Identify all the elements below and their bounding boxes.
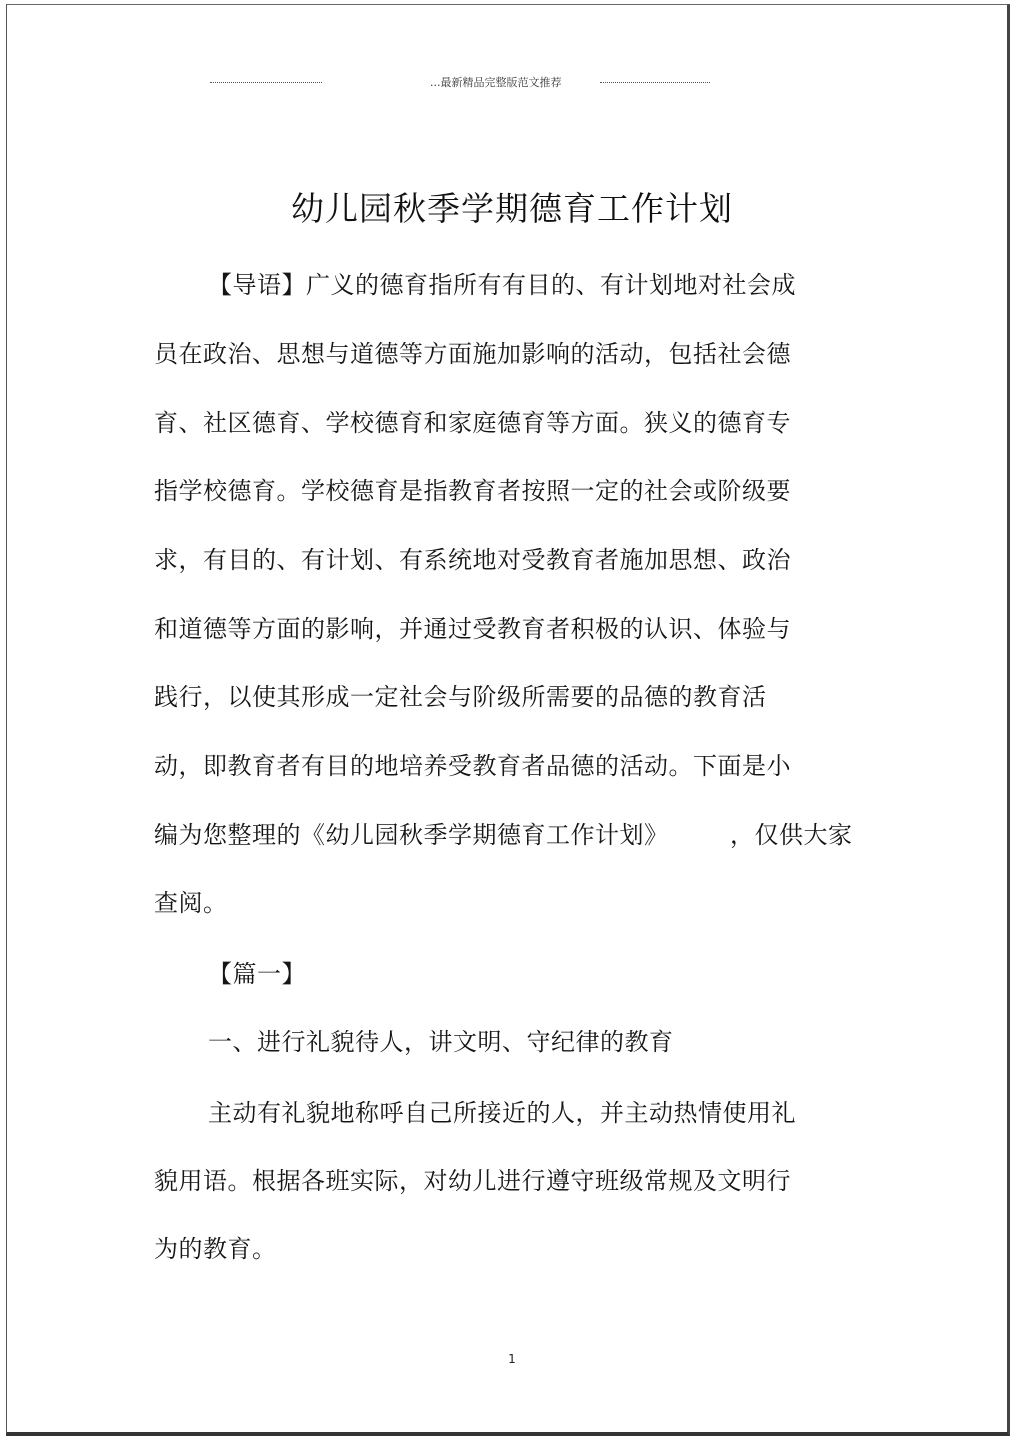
body-line-1: 主动有礼貌地称呼自己所接近的人，并主动热情使用礼 xyxy=(208,1099,796,1127)
intro-line-7: 践行，以使其形成一定社会与阶级所需要的品德的教育活 xyxy=(154,683,767,711)
header-dotted-rule-left xyxy=(210,82,322,83)
body-line-3: 为的教育。 xyxy=(154,1235,277,1263)
intro-line-9: 编为您整理的《幼儿园秋季学期德育工作计划》 ，仅供大家 xyxy=(154,821,853,849)
intro-line-5: 求，有目的、有计划、有系统地对受教育者施加思想、政治 xyxy=(154,546,791,574)
section-label: 【篇一】 xyxy=(208,960,306,988)
intro-line-4: 指学校德育。学校德育是指教育者按照一定的社会或阶级要 xyxy=(154,477,791,505)
header-text: ...最新精品完整版范文推荐 xyxy=(430,76,562,89)
intro-line-3: 育、社区德育、学校德育和家庭德育等方面。狭义的德育专 xyxy=(154,409,791,437)
intro-line-6: 和道德等方面的影响，并通过受教育者积极的认识、体验与 xyxy=(154,615,791,643)
page-header xyxy=(210,74,710,90)
document-title: 幼儿园秋季学期德育工作计划 xyxy=(291,189,733,228)
header-dotted-rule-right xyxy=(600,82,710,83)
intro-line-2: 员在政治、思想与道德等方面施加影响的活动，包括社会德 xyxy=(154,340,791,368)
intro-line-10: 查阅。 xyxy=(154,889,228,917)
body-line-2: 貌用语。根据各班实际，对幼儿进行遵守班级常规及文明行 xyxy=(154,1167,791,1195)
intro-line-8: 动，即教育者有目的地培养受教育者品德的活动。下面是小 xyxy=(154,752,791,780)
section-heading: 一、进行礼貌待人，讲文明、守纪律的教育 xyxy=(208,1028,674,1056)
page-number: 1 xyxy=(508,1352,516,1366)
intro-line-1: 【导语】广义的德育指所有有目的、有计划地对社会成 xyxy=(208,271,796,299)
